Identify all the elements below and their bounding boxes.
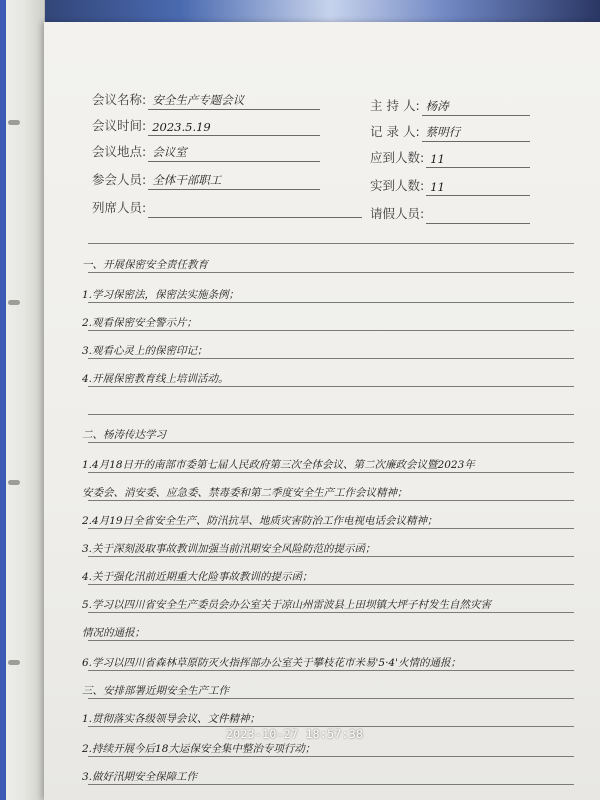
participants-label: 参会人员: [92,172,147,187]
note-line: 3.关于深刻汲取事故教训加强当前汛期安全风险防范的提示函； [82,543,376,555]
note-line: 3.做好汛期安全保障工作 [82,771,198,783]
note-line: 5.学习以四川省安全生产委员会办公室关于凉山州雷波县上田坝镇大坪子村发生自然灾害 [82,599,492,611]
binding-ring [8,480,20,485]
notebook-page [44,22,600,800]
host-value: 杨涛 [422,98,530,116]
binding-edge [0,0,6,800]
note-line: 2.4月19日全省安全生产、防汛抗旱、地质灾害防治工作电视电话会议精神； [82,515,438,527]
binding-ring [8,120,20,125]
binding-ring [8,300,20,305]
note-line: 安委会、消安委、应急委、禁毒委和第二季度安全生产工作会议精神； [82,487,408,499]
attendees-label: 列席人员: [92,200,147,215]
note-line: 1.学习保密法，保密法实施条例； [82,289,240,301]
ruled-line [88,784,574,785]
ruled-line [88,414,574,415]
ruled-line [88,386,574,387]
meeting-time-field [92,114,320,136]
meeting-time-value: 2023.5.19 [148,120,320,136]
host-field [370,94,530,116]
ruled-line [88,272,574,273]
participants-value: 全体干部职工 [148,172,320,190]
ruled-line [88,500,574,501]
ruled-line [88,358,574,359]
ruled-line [88,756,574,757]
meeting-name-field [92,88,320,110]
leave-field [370,202,530,224]
ruled-line [88,243,574,244]
note-line: 1.4月18日开的南部市委第七届人民政府第三次全体会议、第二次廉政会议暨2023年 [82,459,475,471]
ruled-line [88,442,574,443]
ruled-line [88,670,574,671]
expected-count-value: 11 [426,152,530,168]
recorder-label: 记 录 人: [370,124,420,139]
ruled-line [88,302,574,303]
attendees-field [92,196,362,218]
note-line: 4.关于强化汛前近期重大化险事故教训的提示函； [82,571,313,583]
note-line: 情况的通报； [82,627,145,639]
note-line: 三、安排部署近期安全生产工作 [82,685,229,697]
meeting-name-value: 安全生产专题会议 [148,92,320,110]
note-line: 二、杨涛传达学习 [82,429,166,441]
note-line: 6.学习以四川省森林草原防灭火指挥部办公室关于攀枝花市米易'5·4'火情的通报； [82,657,461,669]
actual-count-value: 11 [426,180,530,196]
actual-count-field [370,174,530,196]
meeting-place-field [92,140,320,162]
leave-value [426,222,530,224]
expected-count-field [370,146,530,168]
meeting-time-label: 会议时间: [92,118,147,133]
recorder-field [370,120,530,142]
note-line: 4.开展保密教育线上培训活动。 [82,373,229,385]
meeting-place-label: 会议地点: [92,144,147,159]
meeting-name-label: 会议名称: [92,92,147,107]
ruled-line [88,698,574,699]
participants-field [92,168,320,190]
ruled-line [88,472,574,473]
ruled-line [88,330,574,331]
host-label: 主 持 人: [370,98,420,113]
leave-label: 请假人员: [370,206,425,221]
photo-timestamp: 2023-10-27 18:57:38 [226,727,364,741]
ruled-line [88,640,574,641]
actual-count-label: 实到人数: [370,178,425,193]
ruled-line [88,528,574,529]
note-line: 一、开展保密安全责任教育 [82,259,208,271]
ruled-line [88,584,574,585]
meeting-place-value: 会议室 [148,144,320,162]
note-line: 1.贯彻落实各级领导会议、文件精神； [82,713,261,725]
notebook-binding [0,0,45,800]
ruled-line [88,612,574,613]
expected-count-label: 应到人数: [370,150,425,165]
note-line: 2.持续开展今后18大运保安全集中整治专项行动； [82,743,316,755]
recorder-value: 蔡明行 [422,124,530,142]
binding-ring [8,660,20,665]
note-line: 2.观看保密安全警示片； [82,317,198,329]
ruled-line [88,556,574,557]
attendees-value [148,216,362,218]
note-line: 3.观看心灵上的保密印记； [82,345,208,357]
